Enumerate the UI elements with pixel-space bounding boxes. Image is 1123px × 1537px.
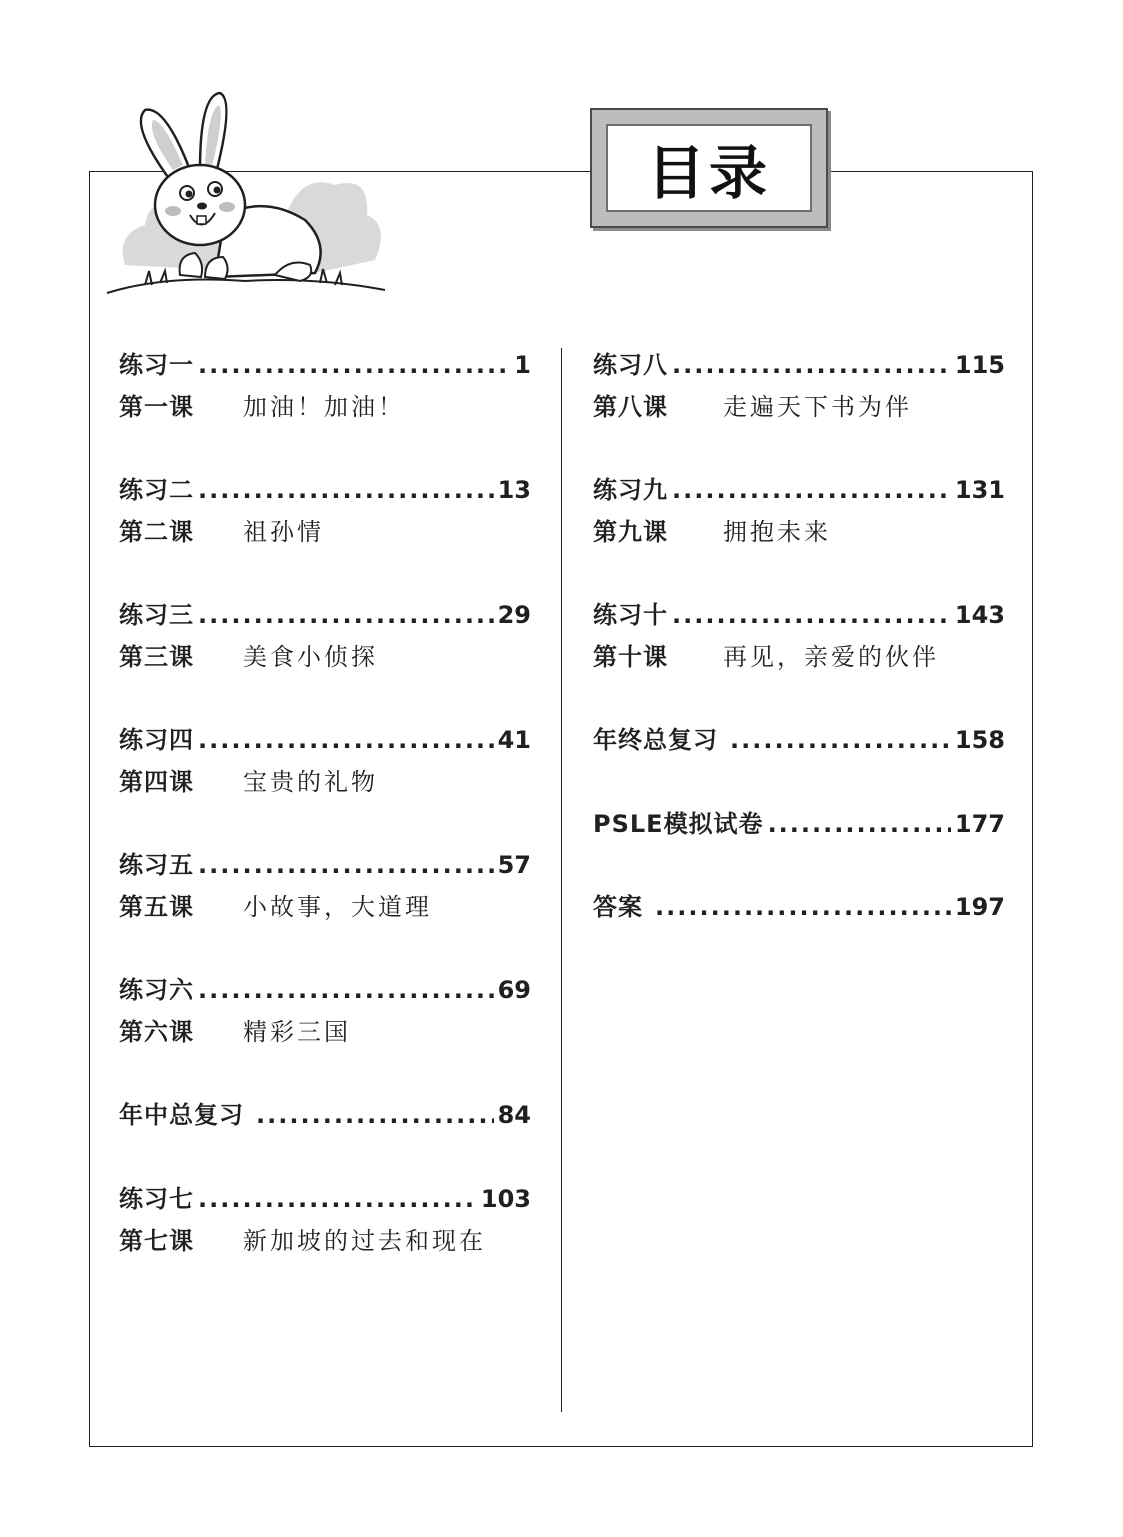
dot-leader: [198, 598, 494, 632]
exercise-label: 练习二: [119, 476, 194, 504]
page-number: 41: [497, 726, 531, 754]
page-number: 103: [480, 1185, 531, 1213]
dot-leader: [655, 890, 951, 924]
dot-leader: [198, 348, 510, 382]
toc-entry: [593, 348, 1005, 424]
dot-leader: [198, 848, 494, 882]
lesson-title: 加油！加油！: [243, 393, 405, 421]
exercise-label: 练习三: [119, 601, 194, 629]
lesson-number: 第三课: [119, 643, 194, 671]
page-number: 69: [497, 976, 531, 1004]
lesson-number: 第十课: [593, 643, 668, 671]
dot-leader: [672, 598, 951, 632]
lesson-number: 第九课: [593, 518, 668, 546]
toc-entry: [119, 1098, 531, 1132]
toc-entry: [593, 598, 1005, 674]
exercise-label: 练习八: [593, 351, 668, 379]
lesson-number: 第六课: [119, 1018, 194, 1046]
toc-entry: [119, 723, 531, 799]
review-label: 年终总复习: [593, 726, 718, 754]
dot-leader: [768, 807, 951, 841]
title-plate: [590, 108, 828, 228]
toc-entry: [593, 807, 1005, 841]
rabbit-illustration: [105, 85, 395, 300]
lesson-title: 祖孙情: [243, 518, 324, 546]
page-number: 177: [954, 810, 1005, 838]
exercise-label: 练习六: [119, 976, 194, 1004]
page-number: 115: [954, 351, 1005, 379]
page-number: 13: [497, 476, 531, 504]
exercise-label: 练习一: [119, 351, 194, 379]
dot-leader: [198, 1182, 477, 1216]
lesson-title: 再见，亲爱的伙伴: [723, 643, 939, 671]
page-number: 29: [497, 601, 531, 629]
dot-leader: [256, 1098, 494, 1132]
exercise-label: 练习九: [593, 476, 668, 504]
exercise-label: 练习四: [119, 726, 194, 754]
review-label: 年中总复习: [119, 1101, 244, 1129]
lesson-number: 第二课: [119, 518, 194, 546]
exercise-label: 练习七: [119, 1185, 194, 1213]
page-number: 143: [954, 601, 1005, 629]
lesson-title: 新加坡的过去和现在: [243, 1227, 486, 1255]
page-number: 197: [954, 893, 1005, 921]
lesson-number: 第四课: [119, 768, 194, 796]
toc-entry: [119, 473, 531, 549]
lesson-number: 第五课: [119, 893, 194, 921]
lesson-number: 第七课: [119, 1227, 194, 1255]
page-number: 131: [954, 476, 1005, 504]
toc-entry: [119, 848, 531, 924]
toc-entry: [593, 473, 1005, 549]
lesson-number: 第八课: [593, 393, 668, 421]
lesson-title: 宝贵的礼物: [243, 768, 378, 796]
lesson-number: 第一课: [119, 393, 194, 421]
lesson-title: 拥抱未来: [723, 518, 831, 546]
page-number: 158: [954, 726, 1005, 754]
dot-leader: [672, 348, 951, 382]
exercise-label: 练习五: [119, 851, 194, 879]
dot-leader: [198, 723, 494, 757]
column-divider: [561, 348, 562, 1412]
dot-leader: [198, 973, 494, 1007]
toc-entry: [593, 723, 1005, 757]
dot-leader: [672, 473, 951, 507]
toc-entry: [119, 348, 531, 424]
page-number: 1: [514, 351, 531, 379]
answers-label: 答案: [593, 893, 643, 921]
mock-exam-label: PSLE模拟试卷: [593, 810, 764, 838]
page-number: 84: [497, 1101, 531, 1129]
lesson-title: 走遍天下书为伴: [723, 393, 912, 421]
toc-entry: [593, 890, 1005, 924]
toc-entry: [119, 1182, 531, 1258]
dot-leader: [198, 473, 494, 507]
page-title: 目录: [646, 139, 771, 207]
lesson-title: 精彩三国: [243, 1018, 351, 1046]
toc-entry: [119, 973, 531, 1049]
lesson-title: 美食小侦探: [243, 643, 378, 671]
toc-entry: [119, 598, 531, 674]
page-number: 57: [497, 851, 531, 879]
lesson-title: 小故事，大道理: [243, 893, 432, 921]
dot-leader: [730, 723, 951, 757]
exercise-label: 练习十: [593, 601, 668, 629]
